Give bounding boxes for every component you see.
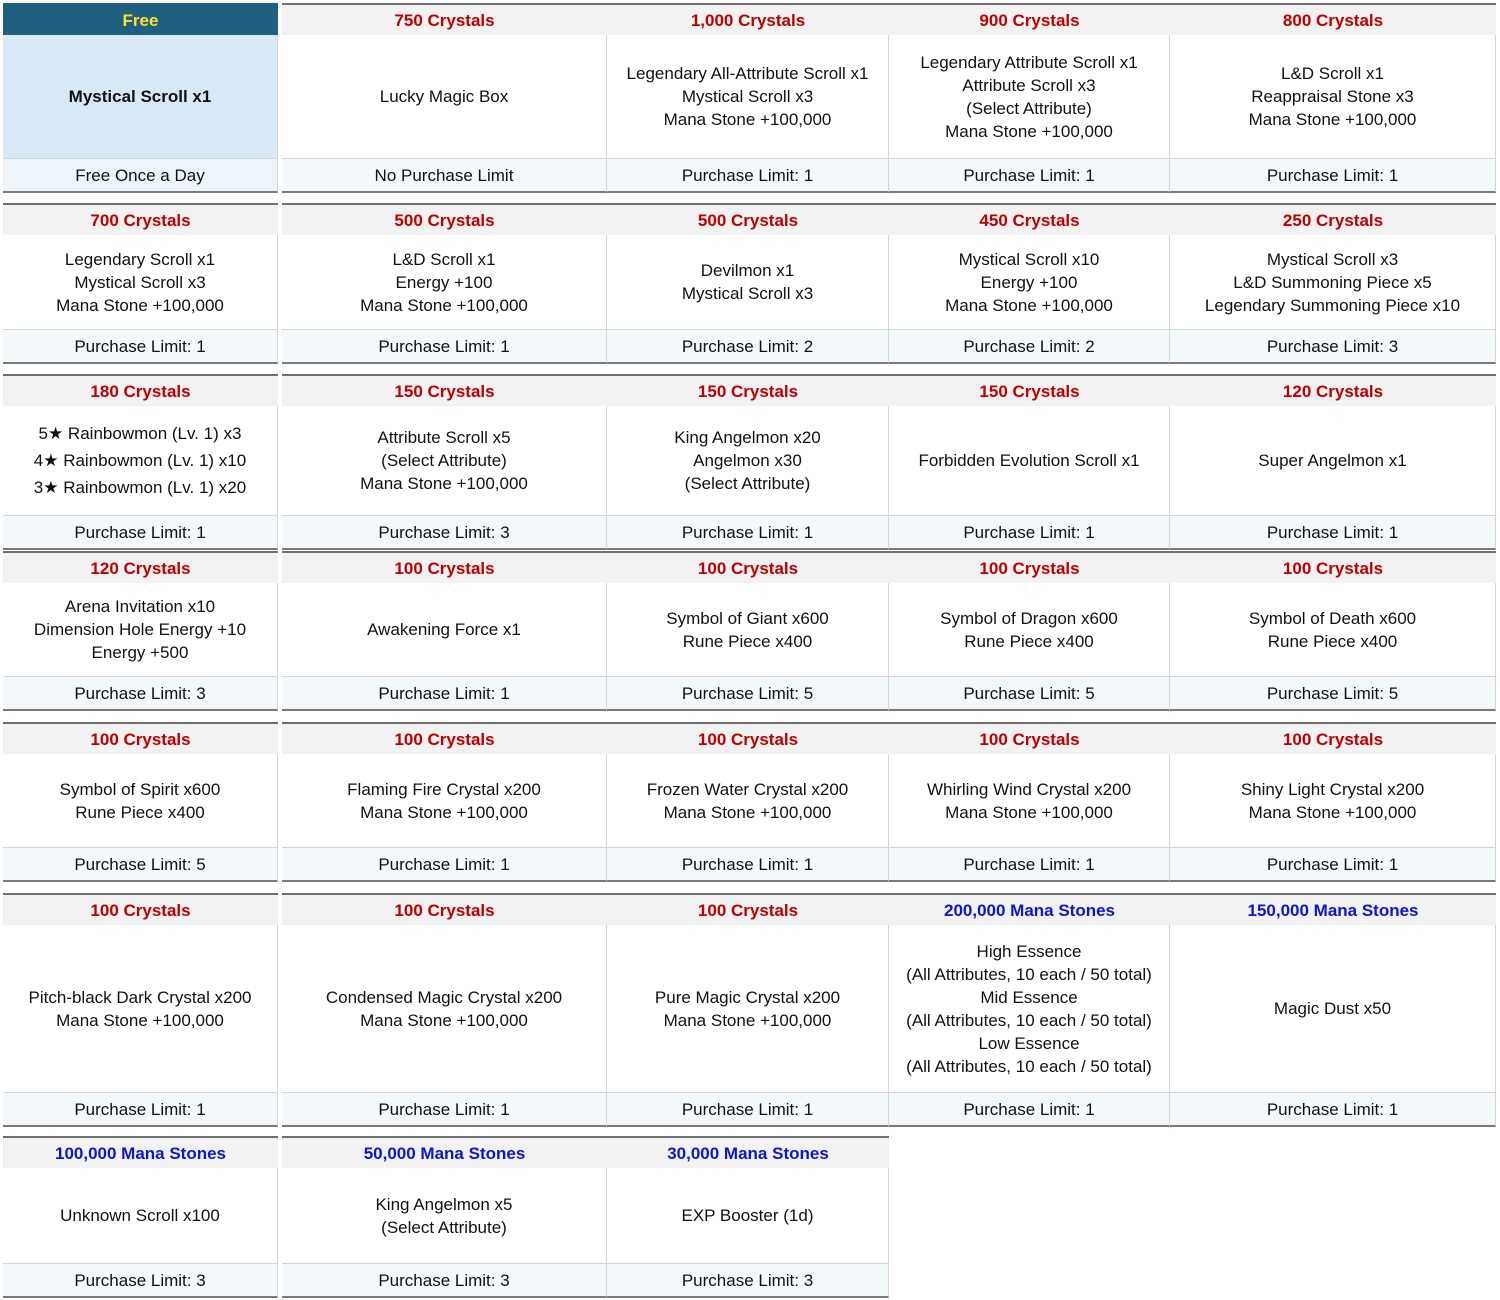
purchase-limit-label: Purchase Limit: 5 — [607, 677, 889, 711]
reward-line: Rune Piece x400 — [75, 802, 205, 822]
reward-line: Legendary Summoning Piece x10 — [1204, 295, 1461, 315]
reward-line: Whirling Wind Crystal x200 — [926, 779, 1132, 799]
purchase-limit-label: Purchase Limit: 1 — [1170, 159, 1496, 193]
reward-line: Energy +500 — [91, 643, 189, 662]
reward-line: Magic Dust x50 — [1273, 999, 1392, 1018]
purchase-limit-label: Purchase Limit: 1 — [1170, 1093, 1496, 1127]
purchase-limit-label: Purchase Limit: 5 — [3, 848, 278, 882]
reward-list — [1170, 35, 1496, 159]
reward-line: (Select Attribute) — [966, 98, 1092, 118]
purchase-limit-label: Purchase Limit: 1 — [282, 677, 607, 711]
reward-line: Legendary Scroll x1 — [64, 249, 216, 269]
reward-line: (All Attributes, 10 each / 50 total) — [906, 1056, 1152, 1076]
shop-item-card[interactable] — [607, 1136, 889, 1298]
reward-list — [3, 754, 278, 848]
reward-list — [607, 235, 889, 330]
reward-list — [889, 406, 1170, 516]
reward-line: Mana Stone +100,000 — [360, 474, 528, 493]
reward-line: Rune Piece x400 — [964, 631, 1094, 651]
reward-line: Super Angelmon x1 — [1258, 451, 1407, 470]
purchase-limit-label: Purchase Limit: 3 — [282, 1264, 607, 1298]
reward-line: Pure Magic Crystal x200 — [654, 987, 841, 1007]
shop-item-card[interactable] — [1170, 722, 1496, 882]
reward-line: Devilmon x1 — [700, 261, 795, 280]
reward-line: Rune Piece x400 — [1267, 631, 1398, 651]
reward-line: Mystical Scroll x3 — [681, 87, 814, 106]
price-label: 100 Crystals — [607, 722, 889, 754]
reward-line: L&D Summoning Piece x5 — [1233, 272, 1432, 292]
reward-line: Mid Essence — [980, 987, 1078, 1007]
price-label: 500 Crystals — [282, 203, 607, 235]
shop-item-card[interactable] — [3, 203, 278, 364]
reward-list — [1170, 406, 1496, 516]
reward-line: Mystical Scroll x3 — [681, 284, 814, 303]
reward-line: Energy +100 — [980, 272, 1078, 292]
price-label: Free — [3, 3, 278, 35]
reward-list — [282, 35, 607, 159]
reward-line: Mana Stone +100,000 — [1248, 802, 1417, 822]
purchase-limit-label: Purchase Limit: 1 — [889, 159, 1170, 193]
reward-line: King Angelmon x5 — [375, 1194, 513, 1214]
purchase-limit-label: Purchase Limit: 1 — [282, 848, 607, 882]
purchase-limit-label: Purchase Limit: 1 — [889, 848, 1170, 882]
reward-line: Mystical Scroll x3 — [1266, 249, 1399, 269]
reward-line: Low Essence — [978, 1033, 1080, 1053]
shop-item-card[interactable] — [3, 893, 278, 1127]
reward-line: Rune Piece x400 — [682, 631, 813, 651]
reward-line: L&D Scroll x1 — [1281, 64, 1384, 83]
reward-line: Shiny Light Crystal x200 — [1240, 779, 1425, 799]
shop-item-card[interactable] — [889, 374, 1170, 550]
reward-line: Symbol of Dragon x600 — [940, 608, 1118, 628]
reward-list — [607, 406, 889, 516]
reward-line: (Select Attribute) — [381, 451, 507, 470]
shop-item-card[interactable] — [282, 3, 607, 193]
shop-item-card[interactable] — [607, 374, 889, 550]
purchase-limit-label: Purchase Limit: 3 — [3, 1264, 278, 1298]
price-label: 100,000 Mana Stones — [3, 1136, 278, 1168]
purchase-limit-label: Purchase Limit: 3 — [607, 1264, 889, 1298]
price-label: 900 Crystals — [889, 3, 1170, 35]
reward-line: L&D Scroll x1 — [392, 249, 496, 269]
purchase-limit-label: Purchase Limit: 1 — [889, 1093, 1170, 1127]
shop-item-card[interactable] — [889, 3, 1170, 193]
reward-line: Condensed Magic Crystal x200 — [325, 987, 563, 1007]
shop-item-card[interactable] — [3, 722, 278, 882]
purchase-limit-label: Purchase Limit: 5 — [1170, 677, 1496, 711]
reward-list — [282, 1168, 607, 1264]
purchase-limit-label: Purchase Limit: 1 — [3, 330, 278, 364]
price-label: 100 Crystals — [1170, 551, 1496, 583]
reward-line: Legendary Attribute Scroll x1 — [920, 52, 1138, 72]
purchase-limit-label: Purchase Limit: 3 — [282, 516, 607, 550]
reward-line: Awakening Force x1 — [367, 620, 521, 639]
reward-list — [3, 406, 278, 516]
reward-line: Mana Stone +100,000 — [663, 1010, 832, 1030]
shop-item-card[interactable] — [607, 893, 889, 1127]
reward-list — [3, 35, 278, 159]
reward-line: Attribute Scroll x5 — [377, 428, 511, 447]
reward-list — [1170, 583, 1496, 677]
shop-item-card[interactable] — [3, 1136, 278, 1298]
price-label: 100 Crystals — [282, 551, 607, 583]
reward-line: Mystical Scroll x3 — [74, 272, 206, 292]
shop-item-card[interactable] — [1170, 3, 1496, 193]
reward-list — [3, 583, 278, 677]
price-label: 150 Crystals — [282, 374, 607, 406]
reward-line: Mystical Scroll x10 — [958, 249, 1100, 269]
price-label: 100 Crystals — [889, 551, 1170, 583]
price-label: 100 Crystals — [607, 893, 889, 925]
reward-list — [282, 925, 607, 1093]
reward-line: Energy +100 — [395, 272, 493, 292]
purchase-limit-label: No Purchase Limit — [282, 159, 607, 193]
purchase-limit-label: Purchase Limit: 1 — [282, 330, 607, 364]
purchase-limit-label: Purchase Limit: 2 — [889, 330, 1170, 364]
reward-line: Pitch-black Dark Crystal x200 — [28, 987, 252, 1007]
reward-line: Reappraisal Stone x3 — [1251, 87, 1414, 106]
shop-item-card[interactable] — [889, 551, 1170, 711]
purchase-limit-label: Purchase Limit: 1 — [1170, 516, 1496, 550]
price-label: 120 Crystals — [3, 551, 278, 583]
shop-item-card[interactable] — [3, 551, 278, 711]
purchase-limit-label: Purchase Limit: 1 — [1170, 848, 1496, 882]
reward-line: Legendary All-Attribute Scroll x1 — [626, 64, 869, 83]
reward-line: Mana Stone +100,000 — [56, 295, 224, 315]
reward-line: (All Attributes, 10 each / 50 total) — [906, 964, 1152, 984]
reward-list — [282, 406, 607, 516]
price-label: 250 Crystals — [1170, 203, 1496, 235]
reward-line: Dimension Hole Energy +10 — [33, 620, 247, 639]
price-label: 50,000 Mana Stones — [282, 1136, 607, 1168]
reward-line: (All Attributes, 10 each / 50 total) — [906, 1010, 1152, 1030]
price-label: 150 Crystals — [889, 374, 1170, 406]
shop-item-card[interactable] — [282, 893, 607, 1127]
price-label: 700 Crystals — [3, 203, 278, 235]
price-label: 1,000 Crystals — [607, 3, 889, 35]
reward-list — [607, 1168, 889, 1264]
price-label: 150,000 Mana Stones — [1170, 893, 1496, 925]
reward-list — [3, 235, 278, 330]
reward-list — [889, 925, 1170, 1093]
price-label: 120 Crystals — [1170, 374, 1496, 406]
price-label: 100 Crystals — [3, 722, 278, 754]
reward-line: Unknown Scroll x100 — [60, 1206, 220, 1225]
price-label: 180 Crystals — [3, 374, 278, 406]
shop-item-card[interactable] — [1170, 374, 1496, 550]
purchase-limit-label: Purchase Limit: 1 — [889, 516, 1170, 550]
reward-list — [889, 754, 1170, 848]
shop-item-card[interactable] — [1170, 893, 1496, 1127]
reward-line: Mana Stone +100,000 — [945, 295, 1113, 315]
price-label: 100 Crystals — [1170, 722, 1496, 754]
reward-list — [1170, 754, 1496, 848]
reward-line: Mana Stone +100,000 — [945, 802, 1113, 822]
reward-list — [1170, 925, 1496, 1093]
price-label: 750 Crystals — [282, 3, 607, 35]
reward-list — [282, 754, 607, 848]
purchase-limit-label: Purchase Limit: 3 — [3, 677, 278, 711]
shop-item-card[interactable] — [3, 3, 278, 193]
reward-line: King Angelmon x20 — [674, 428, 821, 447]
reward-line: 4★ Rainbowmon (Lv. 1) x10 — [33, 451, 247, 470]
reward-line: Lucky Magic Box — [379, 87, 509, 106]
reward-line: Mana Stone +100,000 — [360, 1010, 528, 1030]
reward-list — [282, 235, 607, 330]
reward-list — [607, 583, 889, 677]
reward-line: Symbol of Death x600 — [1248, 608, 1417, 628]
price-label: 150 Crystals — [607, 374, 889, 406]
reward-line: 3★ Rainbowmon (Lv. 1) x20 — [33, 478, 247, 497]
reward-list — [889, 35, 1170, 159]
shop-item-card[interactable] — [607, 3, 889, 193]
reward-line: (Select Attribute) — [381, 1217, 507, 1237]
reward-list — [607, 754, 889, 848]
price-label: 100 Crystals — [889, 722, 1170, 754]
price-label: 200,000 Mana Stones — [889, 893, 1170, 925]
shop-item-card[interactable] — [282, 203, 607, 364]
reward-list — [3, 925, 278, 1093]
reward-line: Angelmon x30 — [693, 451, 802, 470]
reward-line: Mana Stone +100,000 — [56, 1010, 224, 1030]
purchase-limit-label: Purchase Limit: 3 — [1170, 330, 1496, 364]
reward-list — [889, 235, 1170, 330]
shop-item-card[interactable] — [607, 551, 889, 711]
reward-line: EXP Booster (1d) — [681, 1206, 814, 1225]
reward-line: Arena Invitation x10 — [64, 597, 216, 616]
reward-line: 5★ Rainbowmon (Lv. 1) x3 — [38, 424, 242, 443]
shop-item-card[interactable] — [1170, 203, 1496, 364]
reward-line: Mana Stone +100,000 — [663, 802, 832, 822]
purchase-limit-label: Purchase Limit: 2 — [607, 330, 889, 364]
reward-line: (Select Attribute) — [684, 474, 811, 493]
reward-line: Mana Stone +100,000 — [1248, 110, 1417, 129]
reward-line: Mana Stone +100,000 — [663, 110, 832, 129]
purchase-limit-label: Purchase Limit: 1 — [607, 1093, 889, 1127]
price-label: 800 Crystals — [1170, 3, 1496, 35]
shop-item-card[interactable] — [889, 203, 1170, 364]
reward-list — [282, 583, 607, 677]
price-label: 30,000 Mana Stones — [607, 1136, 889, 1168]
shop-item-card[interactable] — [282, 551, 607, 711]
shop-item-card[interactable] — [282, 1136, 607, 1298]
price-label: 100 Crystals — [3, 893, 278, 925]
purchase-limit-label: Purchase Limit: 1 — [282, 1093, 607, 1127]
reward-list — [1170, 235, 1496, 330]
price-label: 450 Crystals — [889, 203, 1170, 235]
reward-line: Mystical Scroll x1 — [68, 87, 212, 106]
purchase-limit-label: Free Once a Day — [3, 159, 278, 193]
purchase-limit-label: Purchase Limit: 1 — [607, 848, 889, 882]
shop-item-card[interactable] — [1170, 551, 1496, 711]
purchase-limit-label: Purchase Limit: 1 — [3, 1093, 278, 1127]
shop-item-card[interactable] — [607, 722, 889, 882]
reward-line: Mana Stone +100,000 — [360, 295, 528, 315]
reward-list — [889, 583, 1170, 677]
reward-line: Mana Stone +100,000 — [945, 121, 1113, 141]
reward-line: Mana Stone +100,000 — [360, 802, 528, 822]
price-label: 100 Crystals — [282, 722, 607, 754]
purchase-limit-label: Purchase Limit: 5 — [889, 677, 1170, 711]
purchase-limit-label: Purchase Limit: 1 — [607, 159, 889, 193]
reward-list — [607, 925, 889, 1093]
shop-item-card[interactable] — [889, 893, 1170, 1127]
reward-line: Forbidden Evolution Scroll x1 — [918, 451, 1140, 470]
reward-line: Symbol of Spirit x600 — [59, 779, 221, 799]
shop-item-card[interactable] — [282, 374, 607, 550]
reward-list — [3, 1168, 278, 1264]
shop-item-card[interactable] — [3, 374, 278, 550]
reward-list — [607, 35, 889, 159]
reward-line: Flaming Fire Crystal x200 — [347, 779, 541, 799]
purchase-limit-label: Purchase Limit: 1 — [607, 516, 889, 550]
shop-item-card[interactable] — [607, 203, 889, 364]
reward-line: High Essence — [976, 941, 1082, 961]
price-label: 100 Crystals — [607, 551, 889, 583]
price-label: 100 Crystals — [282, 893, 607, 925]
reward-line: Symbol of Giant x600 — [666, 608, 829, 628]
reward-line: Frozen Water Crystal x200 — [646, 779, 849, 799]
reward-line: Attribute Scroll x3 — [962, 75, 1096, 95]
price-label: 500 Crystals — [607, 203, 889, 235]
shop-item-card[interactable] — [282, 722, 607, 882]
purchase-limit-label: Purchase Limit: 1 — [3, 516, 278, 550]
shop-item-card[interactable] — [889, 722, 1170, 882]
